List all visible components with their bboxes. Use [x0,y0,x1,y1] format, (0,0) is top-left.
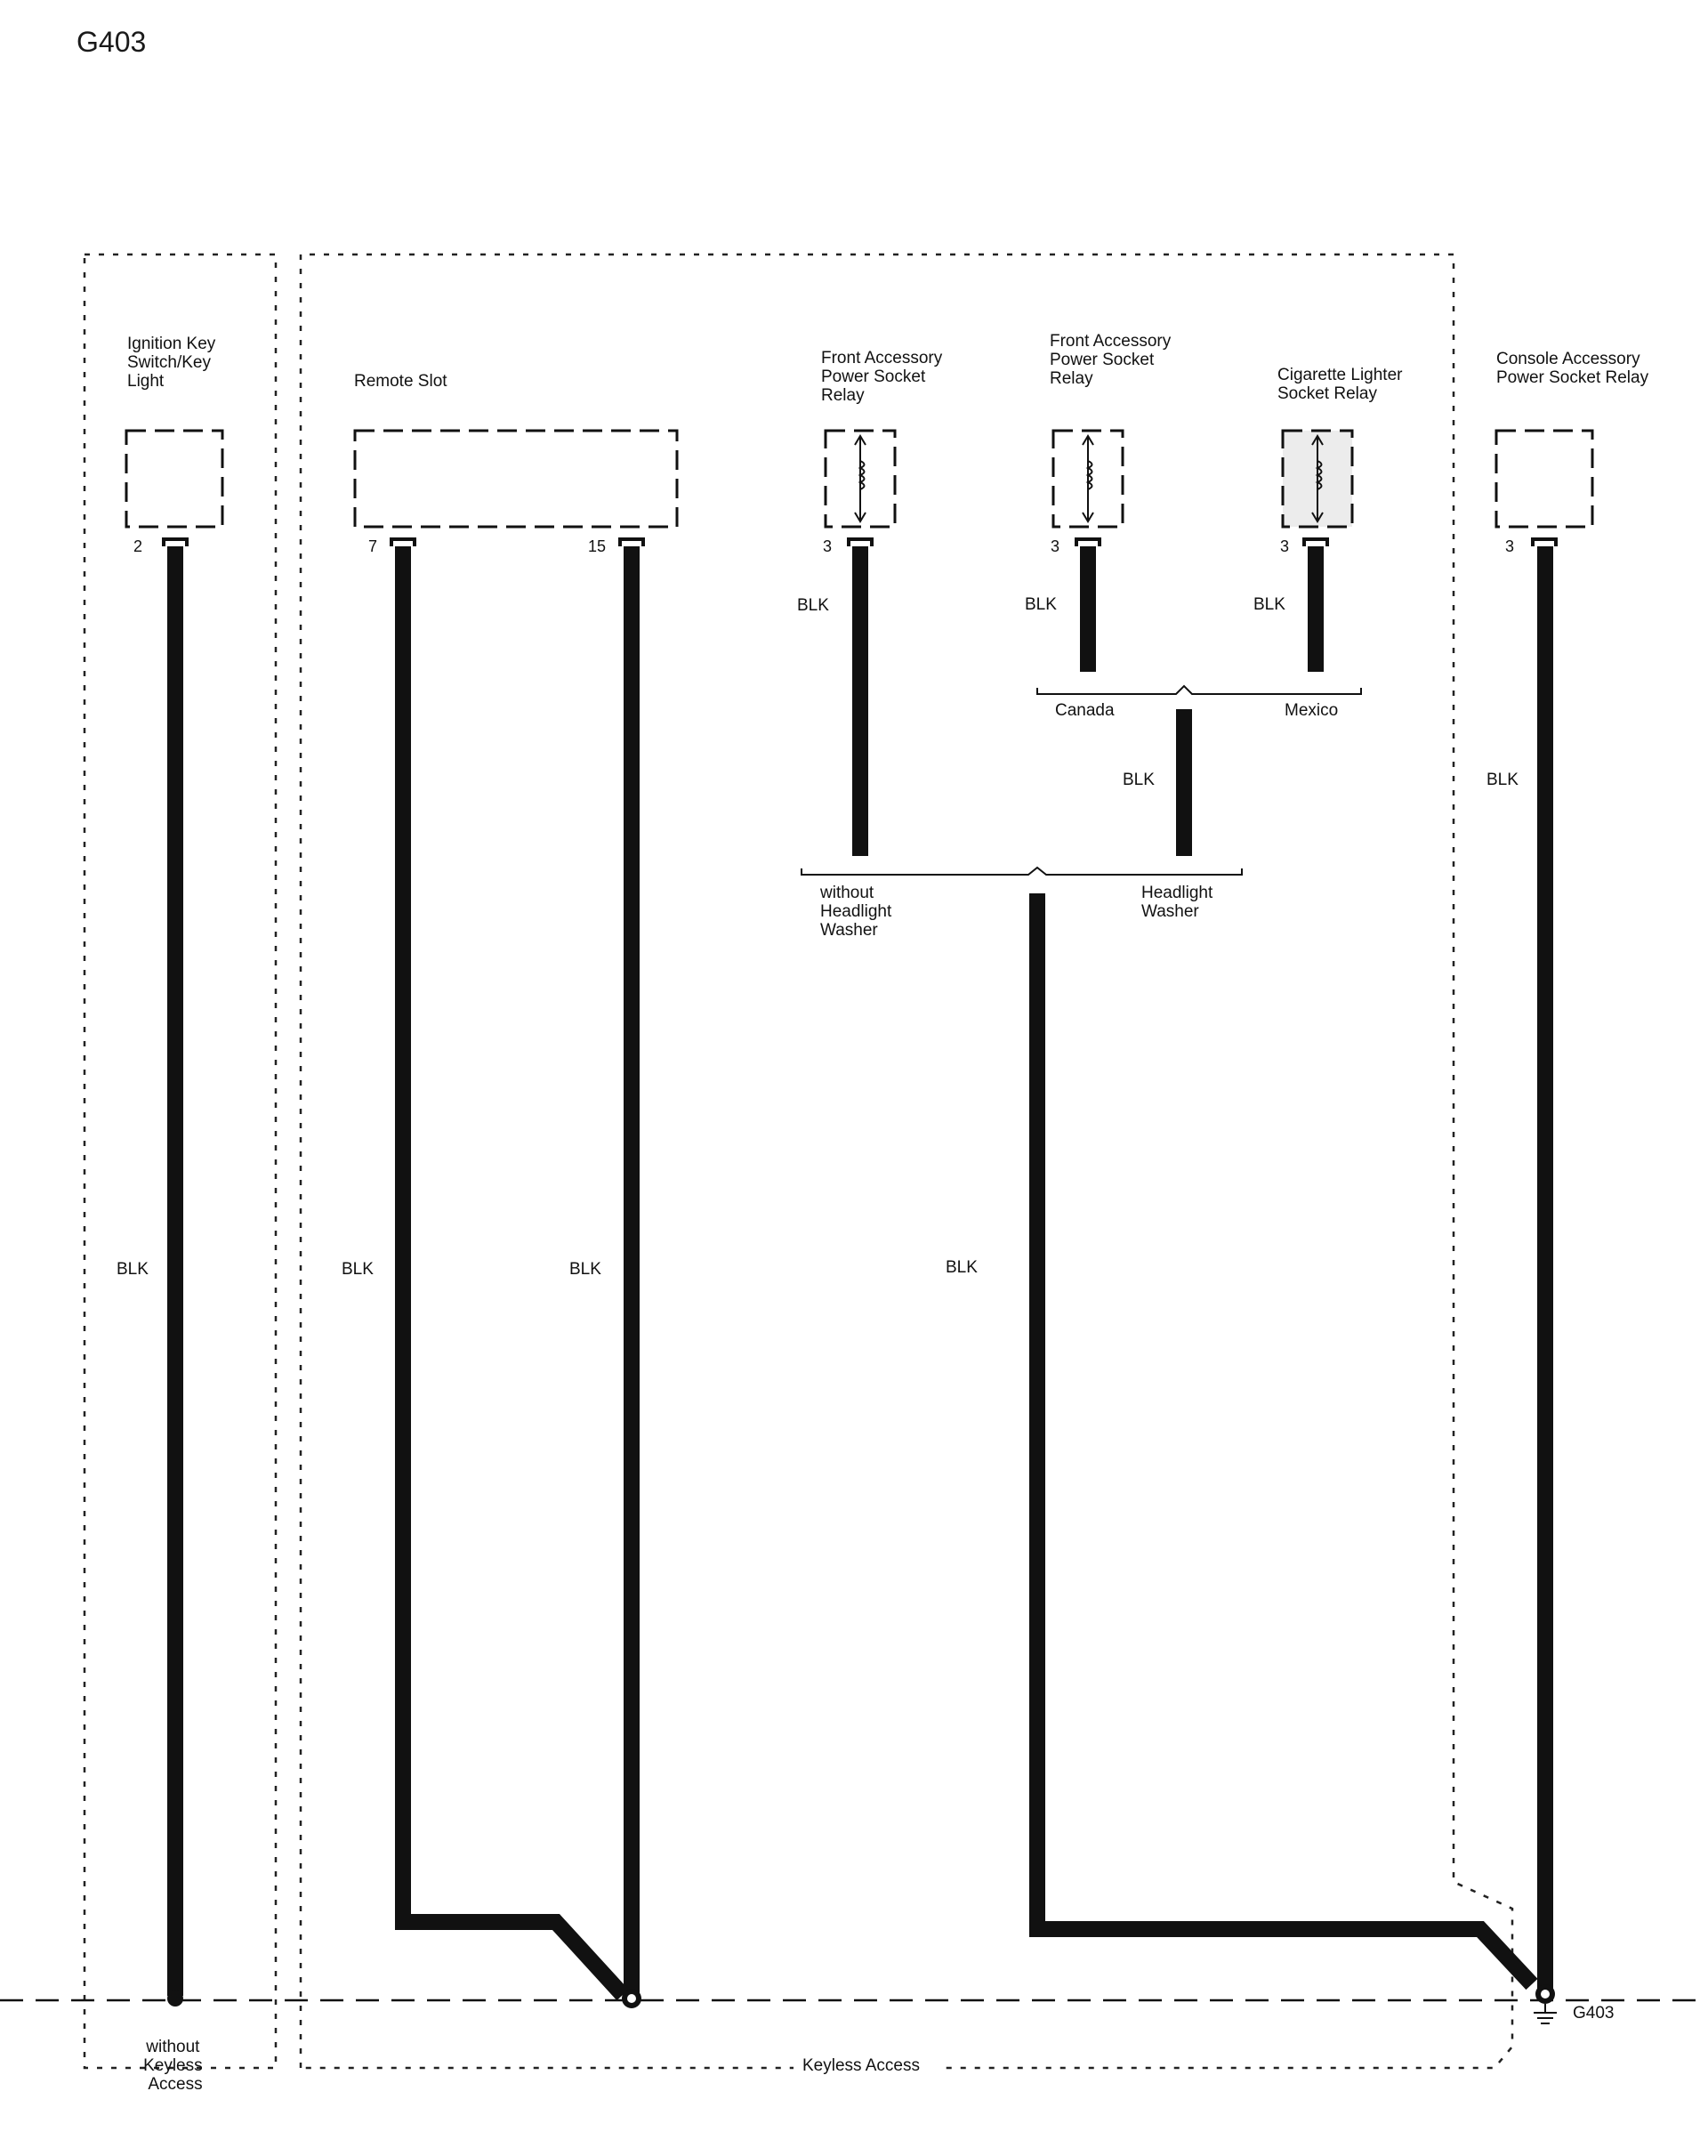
without-keyless-label: without Keyless Access [143,2038,203,2094]
canada-label: Canada [1055,701,1115,720]
mexico-label: Mexico [1285,701,1339,720]
front-accessory-relay-a-label: Front Accessory Power Socket Relay [821,349,943,405]
wire-color-front-a: BLK [797,596,829,615]
wire-color-canada-mexico: BLK [1123,771,1155,789]
wire-color-headlight: BLK [946,1258,978,1277]
keyless-access-label: Keyless Access [802,2056,920,2075]
wire-color-ignition: BLK [117,1260,149,1279]
pin-ignition: 2 [133,537,143,555]
wire-color-remote-7: BLK [342,1260,374,1279]
without-headlight-washer-label: without Headlight Washer [820,884,892,940]
wire-color-cigarette: BLK [1253,595,1285,614]
wire-color-front-b: BLK [1025,595,1057,614]
cigarette-lighter-relay-component [1283,431,1352,527]
front-b-terminal [1076,539,1100,546]
remote-terminal-15 [620,539,643,546]
splice-point-ignition [167,1990,183,2007]
canada-mexico-brace [1037,686,1361,694]
wire-color-remote-15: BLK [569,1260,601,1279]
ground-symbol-icon [1534,2004,1557,2023]
pin-cigarette: 3 [1280,537,1290,555]
ignition-terminal [164,539,187,546]
front-accessory-relay-b-label: Front Accessory Power Socket Relay [1050,332,1172,388]
remote-slot-label: Remote Slot [354,372,447,391]
ignition-key-label: Ignition Key Switch/Key Light [127,335,216,391]
pin-console: 3 [1505,537,1515,555]
front-accessory-relay-a-component [826,431,895,527]
console-accessory-relay-component [1496,431,1592,527]
ground-g403-label: G403 [1573,2004,1615,2023]
console-accessory-relay-label: Console Accessory Power Socket Relay [1496,350,1649,387]
headlight-washer-label: Headlight Washer [1141,884,1213,921]
front-accessory-relay-b-component [1053,431,1123,527]
pin-remote-15: 15 [588,537,607,555]
front-a-terminal [849,539,872,546]
console-terminal [1533,539,1556,546]
cigarette-terminal [1304,539,1327,546]
cigarette-lighter-relay-label: Cigarette Lighter Socket Relay [1277,366,1403,403]
wire-headlight-washer [1037,893,1532,1984]
ignition-key-component [126,431,222,527]
remote-terminal-7 [391,539,415,546]
wire-color-console: BLK [1486,771,1519,789]
pin-front-b: 3 [1051,537,1060,555]
headlight-washer-brace [802,868,1242,875]
pin-remote-7: 7 [368,537,378,555]
pin-front-a: 3 [823,537,833,555]
remote-slot-component [355,431,677,527]
page-title: G403 [77,26,147,58]
